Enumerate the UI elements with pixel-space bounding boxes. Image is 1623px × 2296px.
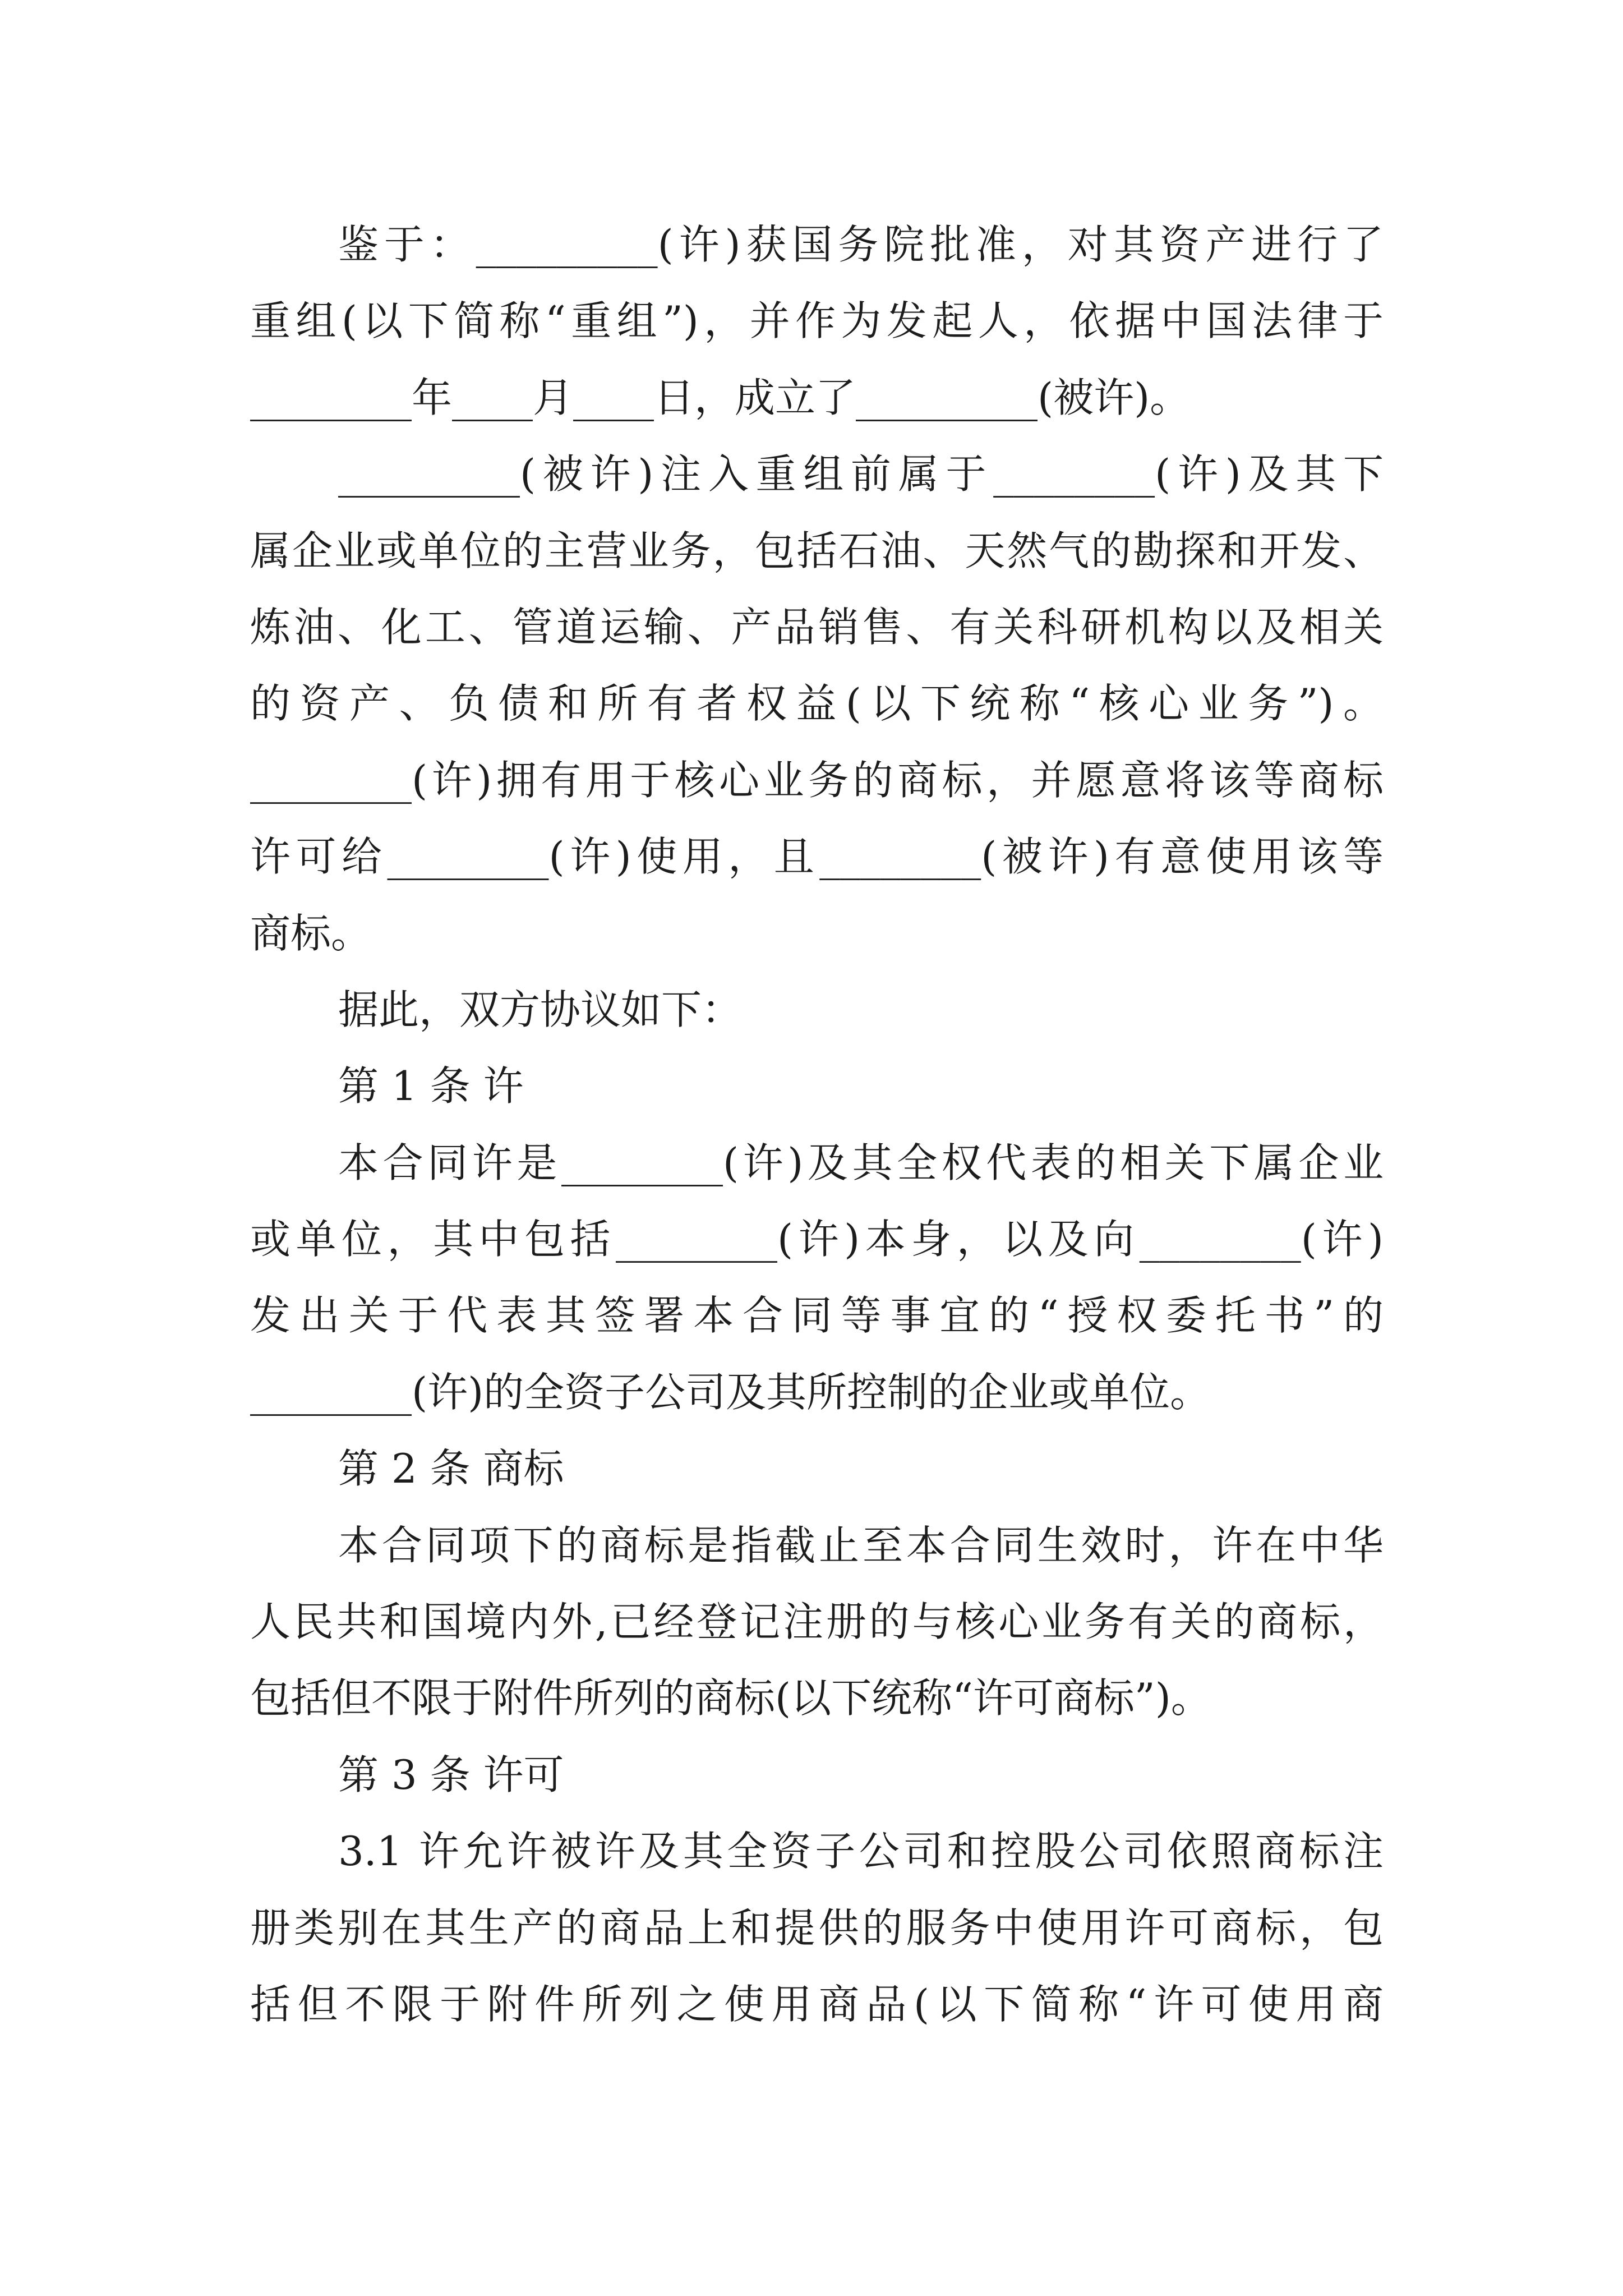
recital-line: 重组(以下简称“重组”)，并作为发起人，依据中国法律于 [250,297,1384,345]
article-3-line: 3.1 许允许被许及其全资子公司和控股公司依照商标注 [338,1828,1384,1875]
article-1-line: 发出关于代表其签署本合同等事宜的“授权委托书”的 [250,1292,1384,1340]
article-2-line: 本合同项下的商标是指截止至本合同生效时，许在中华 [338,1521,1384,1569]
recital-line: 商标。 [250,909,372,957]
article-3-line: 括但不限于附件所列之使用商品(以下简称“许可使用商 [250,1980,1384,2028]
document-body [250,206,1384,2042]
article-2-heading: 第 2 条 商标 [338,1445,564,1493]
recital-line: 鉴于：_________(许)获国务院批准，对其资产进行了 [338,221,1384,268]
agreement-intro-line: 据此，双方协议如下： [338,986,743,1033]
article-2-line: 人民共和国境内外,已经登记注册的与核心业务有关的商标， [250,1598,1384,1646]
recital-line: ________(许)拥有用于核心业务的商标，并愿意将该等商标 [250,756,1384,804]
article-3-line: 册类别在其生产的商品上和提供的服务中使用许可商标，包 [250,1904,1384,1952]
recital-line: 炼油、化工、管道运输、产品销售、有关科研机构以及相关 [250,603,1384,651]
article-3-heading: 第 3 条 许可 [338,1751,564,1798]
recital-line: ________年____月____日，成立了_________(被许)。 [250,374,1191,421]
article-1-line: 或单位，其中包括________(许)本身，以及向________(许) [250,1216,1384,1263]
article-1-line: ________(许)的全资子公司及其所控制的企业或单位。 [250,1368,1211,1416]
recital-line: 的资产、负债和所有者权益(以下统称“核心业务”)。 [250,680,1384,728]
article-1-heading: 第 1 条 许 [338,1062,524,1110]
recital-line: 属企业或单位的主营业务，包括石油、天然气的勘探和开发、 [250,527,1384,574]
article-1-line: 本合同许是________(许)及其全权代表的相关下属企业 [338,1139,1384,1186]
article-2-line: 包括但不限于附件所列的商标(以下统称“许可商标”)。 [250,1674,1211,1722]
recital-line: _________(被许)注入重组前属于________(许)及其下 [338,450,1384,498]
recital-line: 许可给________(许)使用，且________(被许)有意使用该等 [250,833,1384,881]
